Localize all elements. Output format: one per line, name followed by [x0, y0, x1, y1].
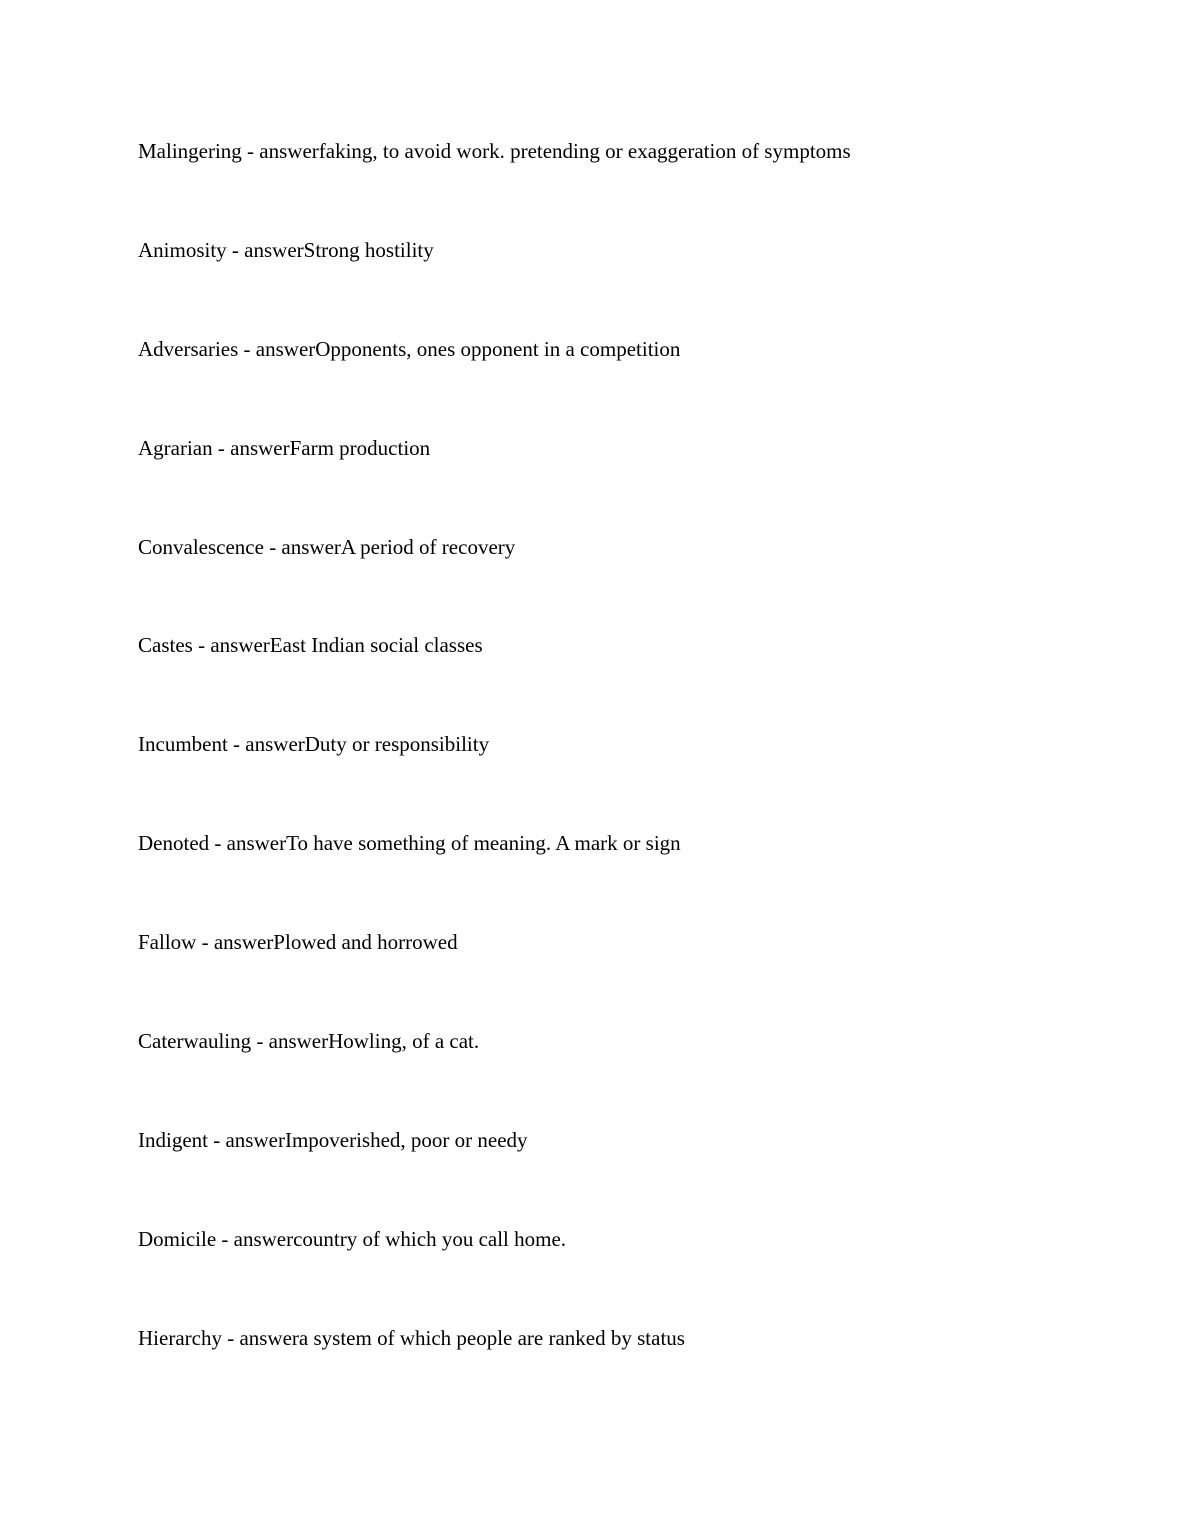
- vocabulary-entry: Malingering - answerfaking, to avoid work. pretending or exaggeration of symptoms: [138, 139, 851, 163]
- vocabulary-entry: Fallow - answerPlowed and horrowed: [138, 930, 458, 955]
- vocabulary-entry: Domicile - answercountry of which you call home.: [138, 1226, 567, 1251]
- vocabulary-entry: Adversaries - answerOpponents, ones opponent in a competition: [138, 336, 681, 361]
- vocabulary-entry: Castes - answerEast Indian social classes: [138, 633, 483, 658]
- vocabulary-entry: Convalescence - answerA period of recovery: [138, 534, 516, 559]
- vocabulary-entry: Hierarchy - answera system of which people are ranked by status: [138, 1325, 685, 1350]
- vocabulary-entry: Indigent - answerImpoverished, poor or needy: [138, 1127, 528, 1152]
- vocabulary-list: [138, 136, 1098, 1422]
- vocabulary-entry: Caterwauling - answerHowling, of a cat.: [138, 1029, 480, 1054]
- vocabulary-entry: Agrarian - answerFarm production: [138, 435, 431, 460]
- vocabulary-entry: Denoted - answerTo have something of meaning. A mark or sign: [138, 831, 681, 856]
- vocabulary-entry: Animosity - answerStrong hostility: [138, 237, 434, 262]
- vocabulary-entry: Incumbent - answerDuty or responsibility: [138, 732, 490, 757]
